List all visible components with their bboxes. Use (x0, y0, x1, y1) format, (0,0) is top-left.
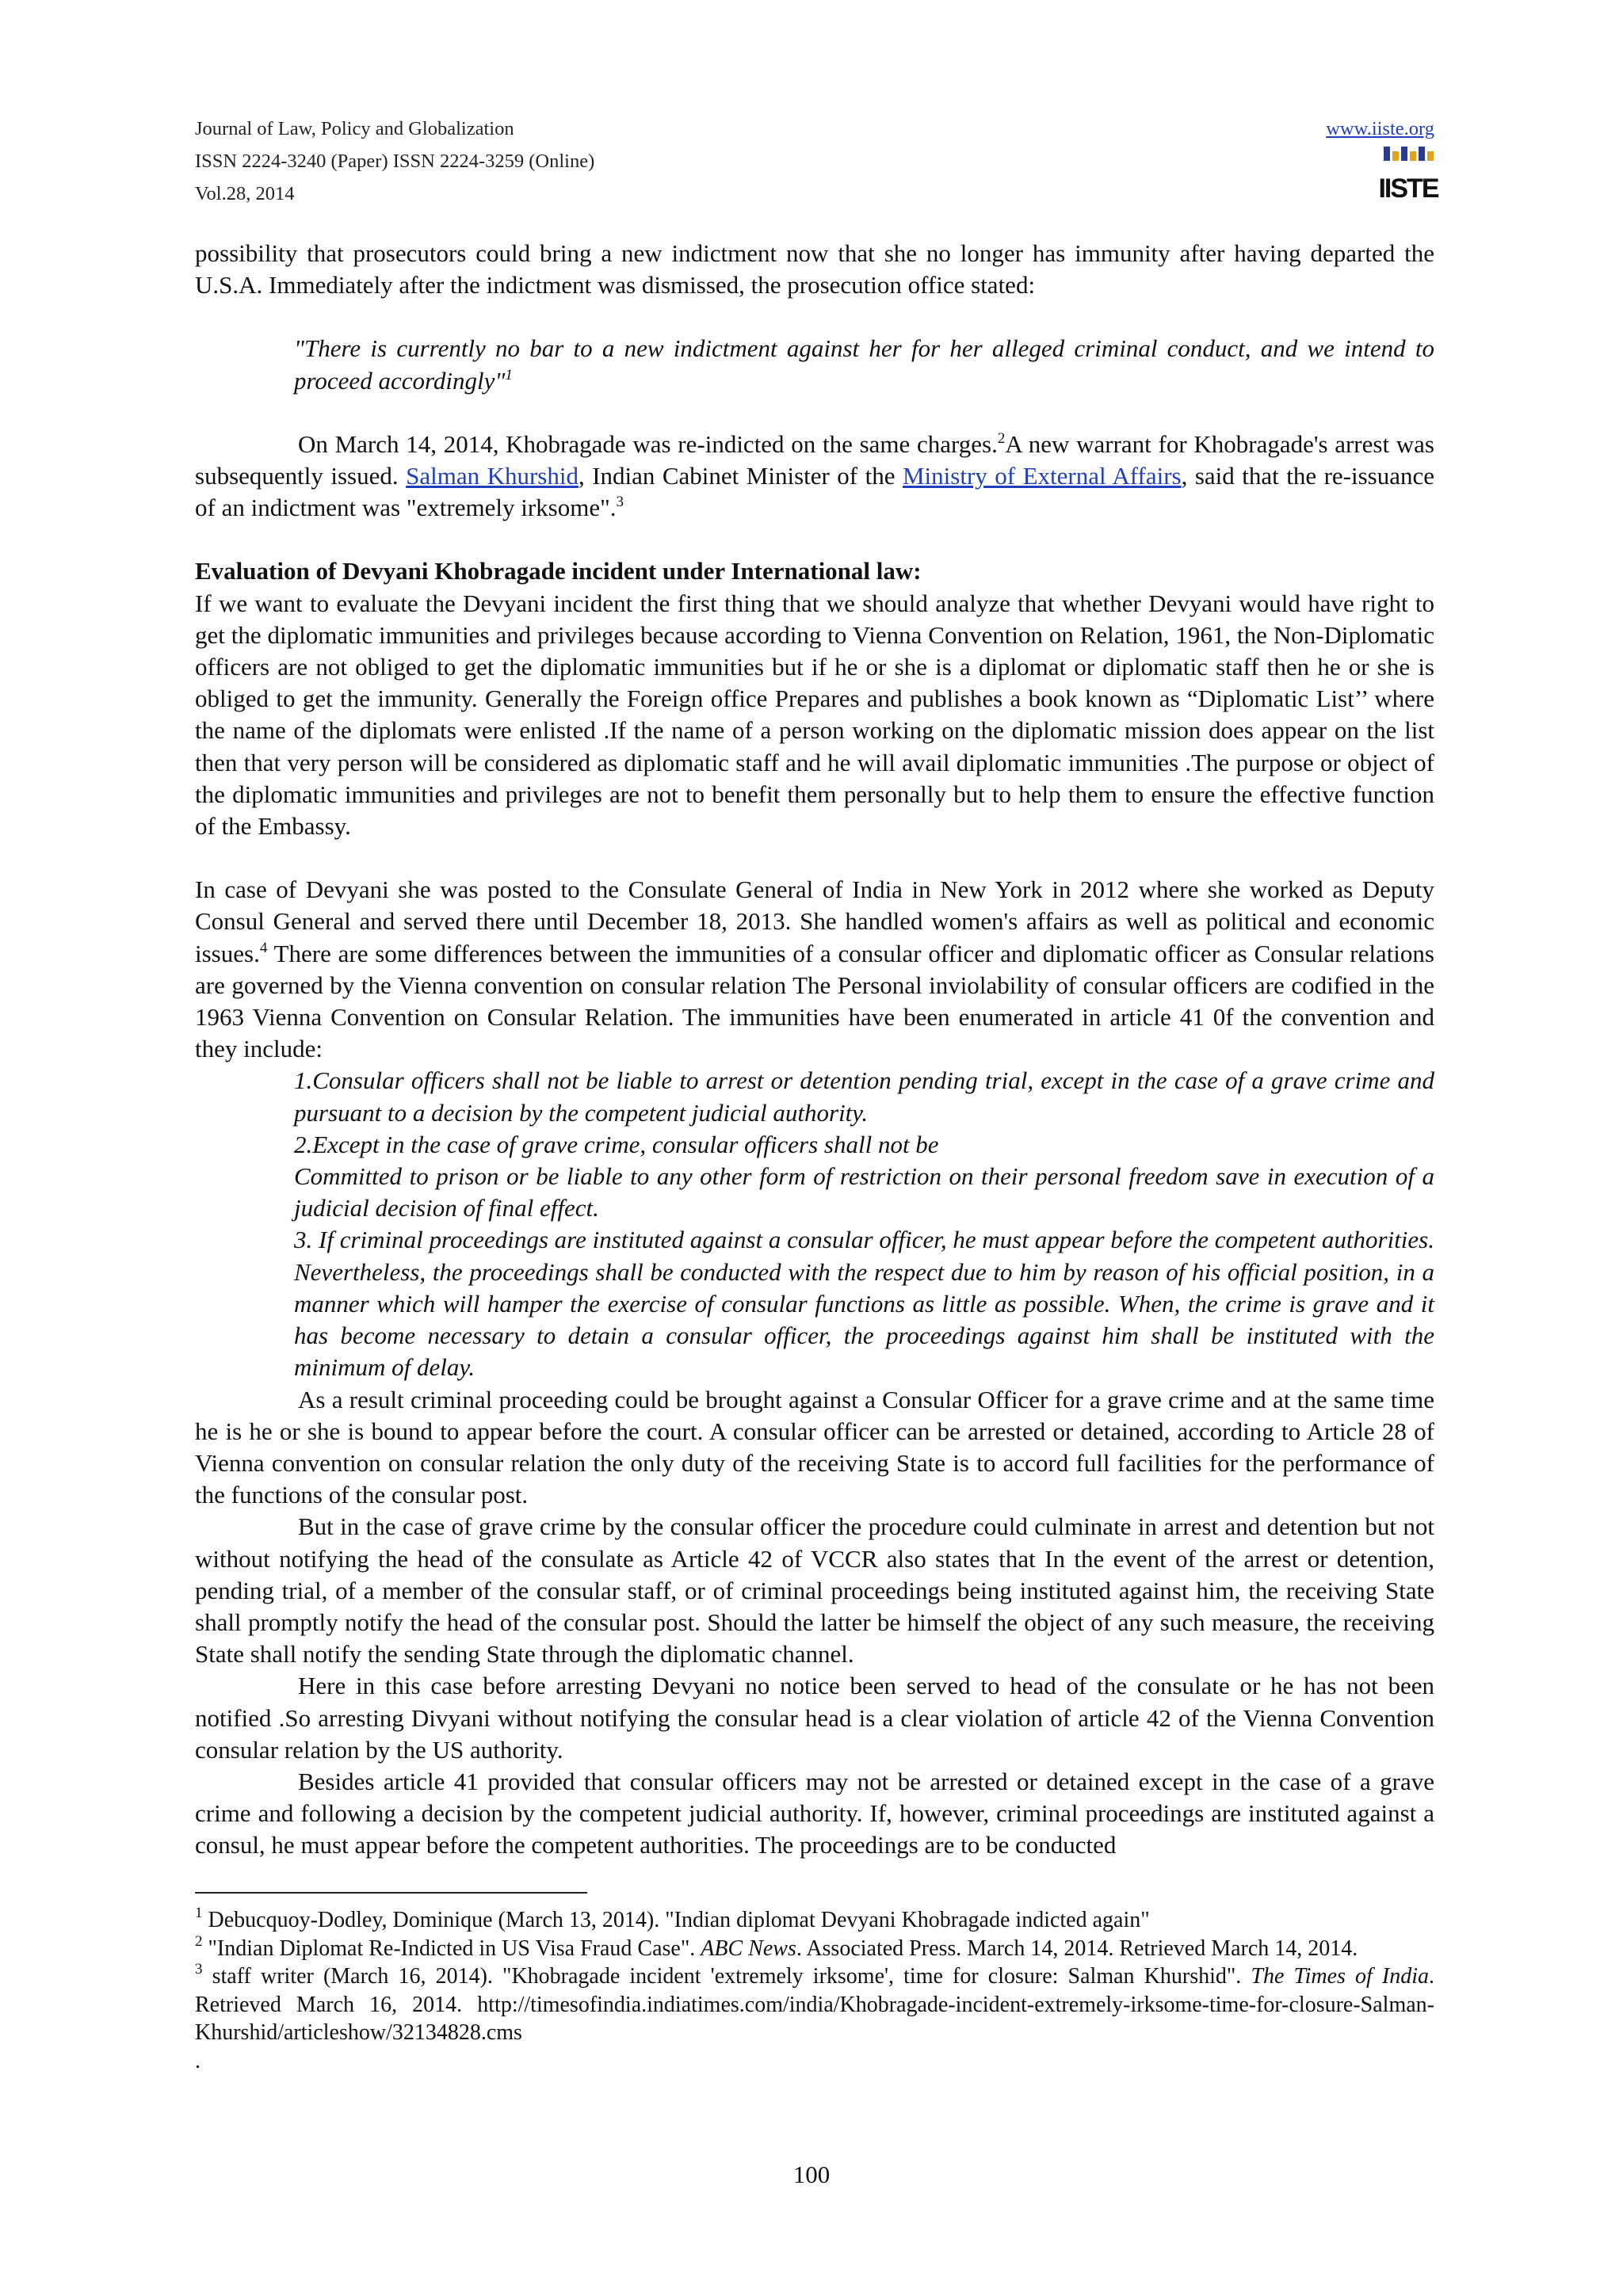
quoted-provision: 1.Consular officers shall not be liable to arrest or detention pending trial, except in the case of a grave crime and pursuant to a decision by the competent judicial authority. (294, 1066, 1434, 1127)
journal-website-link[interactable]: www.iiste.org (1326, 118, 1434, 139)
footnote-ref[interactable]: 4 (259, 939, 268, 956)
quoted-provision: 3. If criminal proceedings are instituted against a consular officer, he must appear before the competent authorities. Nevertheless, the proceedings shall be conducted with the respect due to him by reason of his official position, in a manner which will hamper the exercise of consular functions as little as possible. When, the crime is grave and it has become necessary to detain a consular officer, the proceedings against him shall be instituted with the minimum of delay. (294, 1226, 1434, 1382)
paragraph: In case of Devyani she was posted to the Consulate General of India in New York in 2012 where she worked as Deputy Consul General and served there until December 18, 2013. She handled women's affairs as well as political and economic issues.$^4$ There are some differences between the immunities of a consular officer and diplomatic officer as Consular relations are governed by the Vienna convention on consular relation The Personal inviolability of consular officers are codified in the 1963 Vienna Convention on Consular Relation. The immunities have been enumerated in article 41 0f the convention and they include: (195, 875, 1434, 1063)
footnote-ref[interactable]: 1 (505, 366, 513, 383)
paragraph: On March 14, 2014, Khobragade was re-indicted on the same charges.$^2$A new warrant for Khobragade's arrest was subsequently issued. Salman Khurshid, Indian Cabinet Minister of the Ministry of External Affairs, said that the re-issuance of an indictment was "extremely irksome".$^3$ (195, 429, 1435, 522)
iiste-logo (1378, 147, 1438, 204)
journal-header (195, 113, 594, 210)
paragraph: Besides article 41 provided that consular officers may not be arrested or detained except in the case of a grave crime and following a decision by the competent judicial authority. If, however, criminal proceedings are instituted against a consul, he must appear before the competent authorities. The proceedings are to be conducted (195, 1767, 1434, 1859)
page-number: 100 (792, 2161, 831, 2188)
paragraph: As a result criminal proceeding could be brought against a Consular Officer for a grave crime and at the same time he is he or she is bound to appear before the court. A consular officer can be arrested or detained, according to Article 28 of Vienna convention on consular relation the only duty of the receiving State is to accord full facilities for the performance of the functions of the consular post. (195, 1385, 1434, 1509)
journal-issn: ISSN 2224-3240 (Paper) ISSN 2224-3259 (Online) (195, 151, 595, 172)
paragraph: Here in this case before arresting Devyani no notice been served to head of the consulate or he has not been notified .So arresting Divyani without notifying the consular head is a clear violation of article 42 of the Vienna Convention consular relation by the US authority. (195, 1672, 1434, 1764)
paragraph: If we want to evaluate the Devyani incident the first thing that we should analyze that whether Devyani would have right to get the diplomatic immunities and privileges because according to Vienna Convention on Relation, 1961, the Non-Diplomatic officers are not obliged to get the diplomatic immunities but if he or she is a diplomat or diplomatic staff then he or she is obliged to get the immunity. Generally the Foreign office Prepares and publishes a book known as “Diplomatic List’’ where the name of the diplomats were enlisted .If the name of a person working on the diplomatic mission does appear on the list then that very person will be considered as diplomatic staff and he will avail diplomatic immunities .The purpose or object of the diplomatic immunities and privileges are not to benefit them personally but to help them to ensure the effective function of the Embassy. (195, 589, 1434, 841)
journal-title: Journal of Law, Policy and Globalization (195, 118, 514, 139)
footnote: $^3$ staff writer (March 16, 2014). "Khobragade incident 'extremely irksome', time for closure: Salman Khurshid". The Times of India. Retrieved March 16, 2014. http://timesofindia.indiatimes.com/india/Khobragade-incident-extremely-irksome-time-for-closure-Salman-Khurshid/articleshow/32134828.cms (195, 1961, 1434, 2045)
quote-text: "There is currently no bar to a new indictment against her for her alleged criminal conduct, and we intend to proceed accordingly" (294, 334, 1434, 395)
footnote-ref[interactable]: 3 (616, 494, 624, 511)
paragraph: possibility that prosecutors could bring a new indictment now that she no longer has immunity after having departed the U.S.A. Immediately after the indictment was dismissed, the prosecution office stated: (195, 239, 1434, 299)
svg-text:IISTE: IISTE (1378, 174, 1438, 204)
quoted-provision: Committed to prison or be liable to any other form of restriction on their personal freedom save in execution of a judicial decision of final effect. (294, 1162, 1434, 1222)
salman-khurshid-link[interactable]: Salman Khurshid (406, 462, 579, 490)
footnote-divider (195, 1892, 587, 1894)
quoted-provision: 2.Except in the case of grave crime, consular officers shall not be (294, 1130, 939, 1158)
footnote: $^1$ Debucquoy-Dodley, Dominique (March 13, 2014). "Indian diplomat Devyani Khobragade indicted again" (195, 1905, 1150, 1932)
block-quote (294, 333, 1434, 396)
journal-volume: Vol.28, 2014 (195, 183, 295, 204)
footnotes (195, 1906, 1434, 2075)
footnote: $^2$ "Indian Diplomat Re-Indicted in US Visa Fraud Case". ABC News. Associated Press. March 14, 2014. Retrieved March 14, 2014. (195, 1932, 1358, 1961)
footnote-trailer: . (195, 2048, 200, 2073)
paragraph: But in the case of grave crime by the consular officer the procedure could culminate in arrest and detention but not without notifying the head of the consulate as Article 42 of VCCR also states that In the event of the arrest or detention, pending trial, of a member of the consular staff, or of criminal proceedings being instituted against him, the receiving State shall promptly notify the head of the consular post. Should the latter be himself the object of any such measure, the receiving State shall notify the sending State through the diplomatic channel. (195, 1512, 1434, 1669)
article-body (195, 238, 1434, 1862)
ministry-external-affairs-link[interactable]: Ministry of External Affairs (902, 462, 1182, 490)
section-heading: Evaluation of Devyani Khobragade incident under International law: (195, 557, 922, 585)
footnote-ref[interactable]: 2 (997, 429, 1006, 447)
